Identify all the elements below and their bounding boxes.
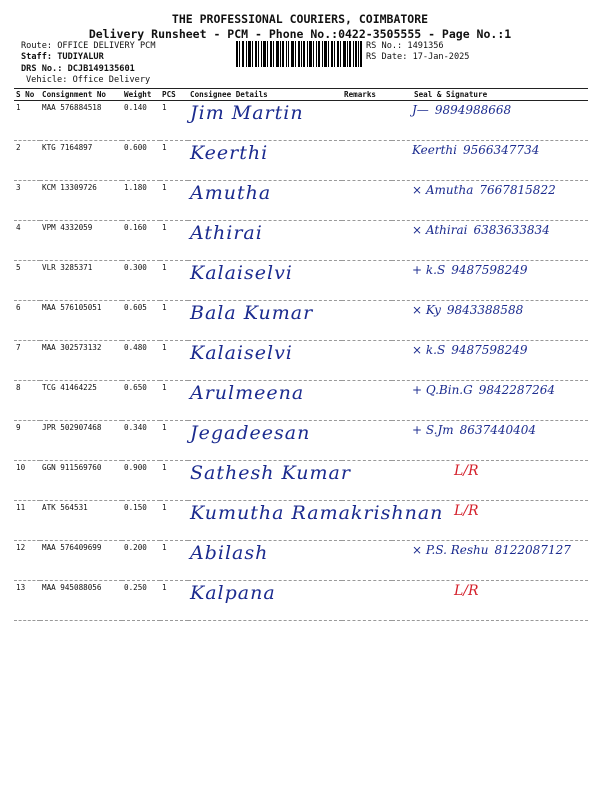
table-row (14, 341, 588, 381)
row-consignee (188, 141, 342, 181)
row-sno: 5 (14, 261, 40, 301)
row-consignee (188, 341, 342, 381)
signature-phone: 6383633834 (473, 223, 550, 237)
row-consignment-no: VPM 4332059 (40, 221, 122, 261)
row-weight: 1.180 (122, 181, 160, 221)
row-remarks (342, 221, 392, 261)
signature-text: × Ky (412, 303, 441, 317)
route-text: Route: OFFICE DELIVERY PCM (21, 41, 156, 51)
row-signature (392, 221, 588, 261)
row-consignee (188, 461, 351, 501)
row-signature (392, 541, 588, 581)
table-row (14, 501, 588, 541)
consignee-handwritten-name: Arulmeena (190, 382, 305, 404)
row-pcs: 1 (160, 541, 188, 581)
row-sno: 4 (14, 221, 40, 261)
table-row (14, 181, 588, 221)
table-row (14, 101, 588, 141)
row-consignee (188, 261, 342, 301)
row-consignee (188, 221, 342, 261)
signature-text: × k.S (412, 343, 446, 357)
table-row (14, 141, 588, 181)
vehicle-text: Vehicle: Office Delivery (26, 75, 151, 85)
row-remarks (342, 261, 392, 301)
col-remarks: Remarks (342, 89, 392, 101)
consignee-handwritten-name: Amutha (190, 182, 272, 204)
row-pcs: 1 (160, 581, 188, 621)
table-row (14, 461, 588, 501)
return-mark: L/R (454, 583, 479, 599)
row-weight: 0.140 (122, 101, 160, 141)
row-consignee (188, 381, 342, 421)
staff-text: Staff: TUDIYALUR (21, 52, 104, 62)
consignee-handwritten-name: Athirai (190, 222, 263, 244)
row-consignment-no: MAA 945088056 (40, 581, 122, 621)
signature-text: + Q.Bin.G (412, 383, 473, 397)
row-consignment-no: MAA 576409699 (40, 541, 122, 581)
row-consignee (188, 581, 342, 621)
row-weight: 0.340 (122, 421, 160, 461)
signature-text: J— (412, 103, 429, 117)
runsheet-table (14, 88, 588, 621)
row-sno: 10 (14, 461, 40, 501)
row-signature (392, 141, 588, 181)
signature-phone: 8637440404 (459, 423, 537, 437)
row-weight: 0.150 (122, 501, 160, 541)
row-sno: 12 (14, 541, 40, 581)
row-weight: 0.605 (122, 301, 160, 341)
row-remarks (342, 381, 392, 421)
row-pcs: 1 (160, 181, 188, 221)
row-signature (392, 181, 588, 221)
row-consignee (188, 541, 342, 581)
return-mark: L/R (454, 503, 479, 519)
row-signature (392, 341, 588, 381)
row-remarks (342, 101, 392, 141)
signature-phone: 9843388588 (446, 303, 524, 317)
consignee-handwritten-name: Abilash (190, 542, 269, 564)
consignee-handwritten-name: Jegadeesan (190, 422, 311, 444)
row-sno: 9 (14, 421, 40, 461)
row-sno: 1 (14, 101, 40, 141)
col-consignment: Consignment No (40, 89, 122, 101)
row-remarks (342, 421, 392, 461)
row-consignment-no: ATK 564531 (40, 501, 122, 541)
row-weight: 0.900 (122, 461, 160, 501)
signature-text: × Amutha (412, 183, 474, 197)
return-mark: L/R (454, 463, 479, 479)
row-sno: 11 (14, 501, 40, 541)
row-consignee (188, 301, 342, 341)
rs-number: RS No.: 1491356 (366, 41, 444, 51)
row-pcs: 1 (160, 501, 188, 541)
row-consignment-no: MAA 576105051 (40, 301, 122, 341)
row-consignment-no: KCM 13309726 (40, 181, 122, 221)
table-row (14, 221, 588, 261)
consignee-handwritten-name: Kalaiselvi (190, 342, 293, 364)
signature-phone: 7667815822 (479, 183, 556, 197)
row-remarks (342, 581, 392, 621)
signature-text: + S.Jm (412, 423, 454, 437)
row-weight: 0.300 (122, 261, 160, 301)
table-row (14, 301, 588, 341)
row-consignment-no: KTG 7164897 (40, 141, 122, 181)
signature-phone: 9487598249 (451, 263, 528, 277)
table-row (14, 261, 588, 301)
row-consignee (188, 501, 444, 541)
consignee-handwritten-name: Jim Martin (190, 102, 304, 124)
table-row (14, 581, 588, 621)
col-signature: Seal & Signature (392, 89, 588, 101)
row-signature (392, 421, 588, 461)
row-consignment-no: MAA 302573132 (40, 341, 122, 381)
row-consignment-no: TCG 41464225 (40, 381, 122, 421)
consignee-handwritten-name: Kalaiselvi (190, 262, 293, 284)
col-pcs: PCS (160, 89, 188, 101)
row-consignment-no: JPR 502907468 (40, 421, 122, 461)
row-signature (392, 261, 588, 301)
row-remarks (342, 341, 392, 381)
table-row (14, 381, 588, 421)
col-sno: S No (14, 89, 40, 101)
row-signature (392, 581, 588, 621)
barcode-image (236, 41, 362, 67)
row-pcs: 1 (160, 421, 188, 461)
consignee-handwritten-name: Sathesh Kumar (190, 462, 351, 484)
rs-date: RS Date: 17-Jan-2025 (366, 52, 470, 62)
row-pcs: 1 (160, 461, 188, 501)
signature-phone: 9487598249 (451, 343, 528, 357)
row-signature (392, 101, 588, 141)
signature-phone: 8122087127 (494, 543, 571, 557)
signature-text: Keerthi (412, 143, 457, 157)
table-row (14, 421, 588, 461)
row-pcs: 1 (160, 261, 188, 301)
row-weight: 0.200 (122, 541, 160, 581)
row-consignment-no: GGN 911569760 (40, 461, 122, 501)
row-sno: 6 (14, 301, 40, 341)
signature-phone: 9894988668 (434, 103, 512, 117)
row-pcs: 1 (160, 301, 188, 341)
col-consignee: Consignee Details (188, 89, 342, 101)
row-pcs: 1 (160, 101, 188, 141)
row-weight: 0.650 (122, 381, 160, 421)
row-consignee (188, 101, 342, 141)
signature-text: × P.S. Reshu (412, 543, 489, 557)
row-sno: 3 (14, 181, 40, 221)
document-title: THE PROFESSIONAL COURIERS, COIMBATORE (171, 12, 429, 26)
signature-text: + k.S (412, 263, 446, 277)
row-weight: 0.480 (122, 341, 160, 381)
row-weight: 0.600 (122, 141, 160, 181)
row-sno: 13 (14, 581, 40, 621)
row-remarks (342, 541, 392, 581)
row-sno: 2 (14, 141, 40, 181)
signature-phone: 9842287264 (478, 383, 556, 397)
row-sno: 7 (14, 341, 40, 381)
row-remarks (342, 301, 392, 341)
row-weight: 0.160 (122, 221, 160, 261)
drs-number: DRS No.: DCJB149135601 (21, 64, 135, 74)
row-weight: 0.250 (122, 581, 160, 621)
signature-text: × Athirai (412, 223, 468, 237)
row-remarks (342, 181, 392, 221)
row-pcs: 1 (160, 221, 188, 261)
row-consignee (188, 421, 342, 461)
signature-phone: 9566347734 (462, 143, 540, 157)
row-signature (392, 301, 588, 341)
row-sno: 8 (14, 381, 40, 421)
row-consignment-no: MAA 576884518 (40, 101, 122, 141)
table-row (14, 541, 588, 581)
row-remarks (342, 141, 392, 181)
consignee-handwritten-name: Kumutha Ramakrishnan (190, 502, 444, 524)
row-signature (392, 461, 588, 501)
row-pcs: 1 (160, 141, 188, 181)
table-header-row (14, 89, 588, 101)
consignee-handwritten-name: Bala Kumar (190, 302, 314, 324)
col-weight: Weight (122, 89, 160, 101)
row-consignment-no: VLR 3285371 (40, 261, 122, 301)
row-signature (392, 381, 588, 421)
row-consignee (188, 181, 342, 221)
row-pcs: 1 (160, 381, 188, 421)
consignee-handwritten-name: Keerthi (190, 142, 269, 164)
document-subtitle: Delivery Runsheet - PCM - Phone No.:0422-3505555 - Page No.:1 (88, 27, 512, 41)
consignee-handwritten-name: Kalpana (190, 582, 276, 604)
row-pcs: 1 (160, 341, 188, 381)
